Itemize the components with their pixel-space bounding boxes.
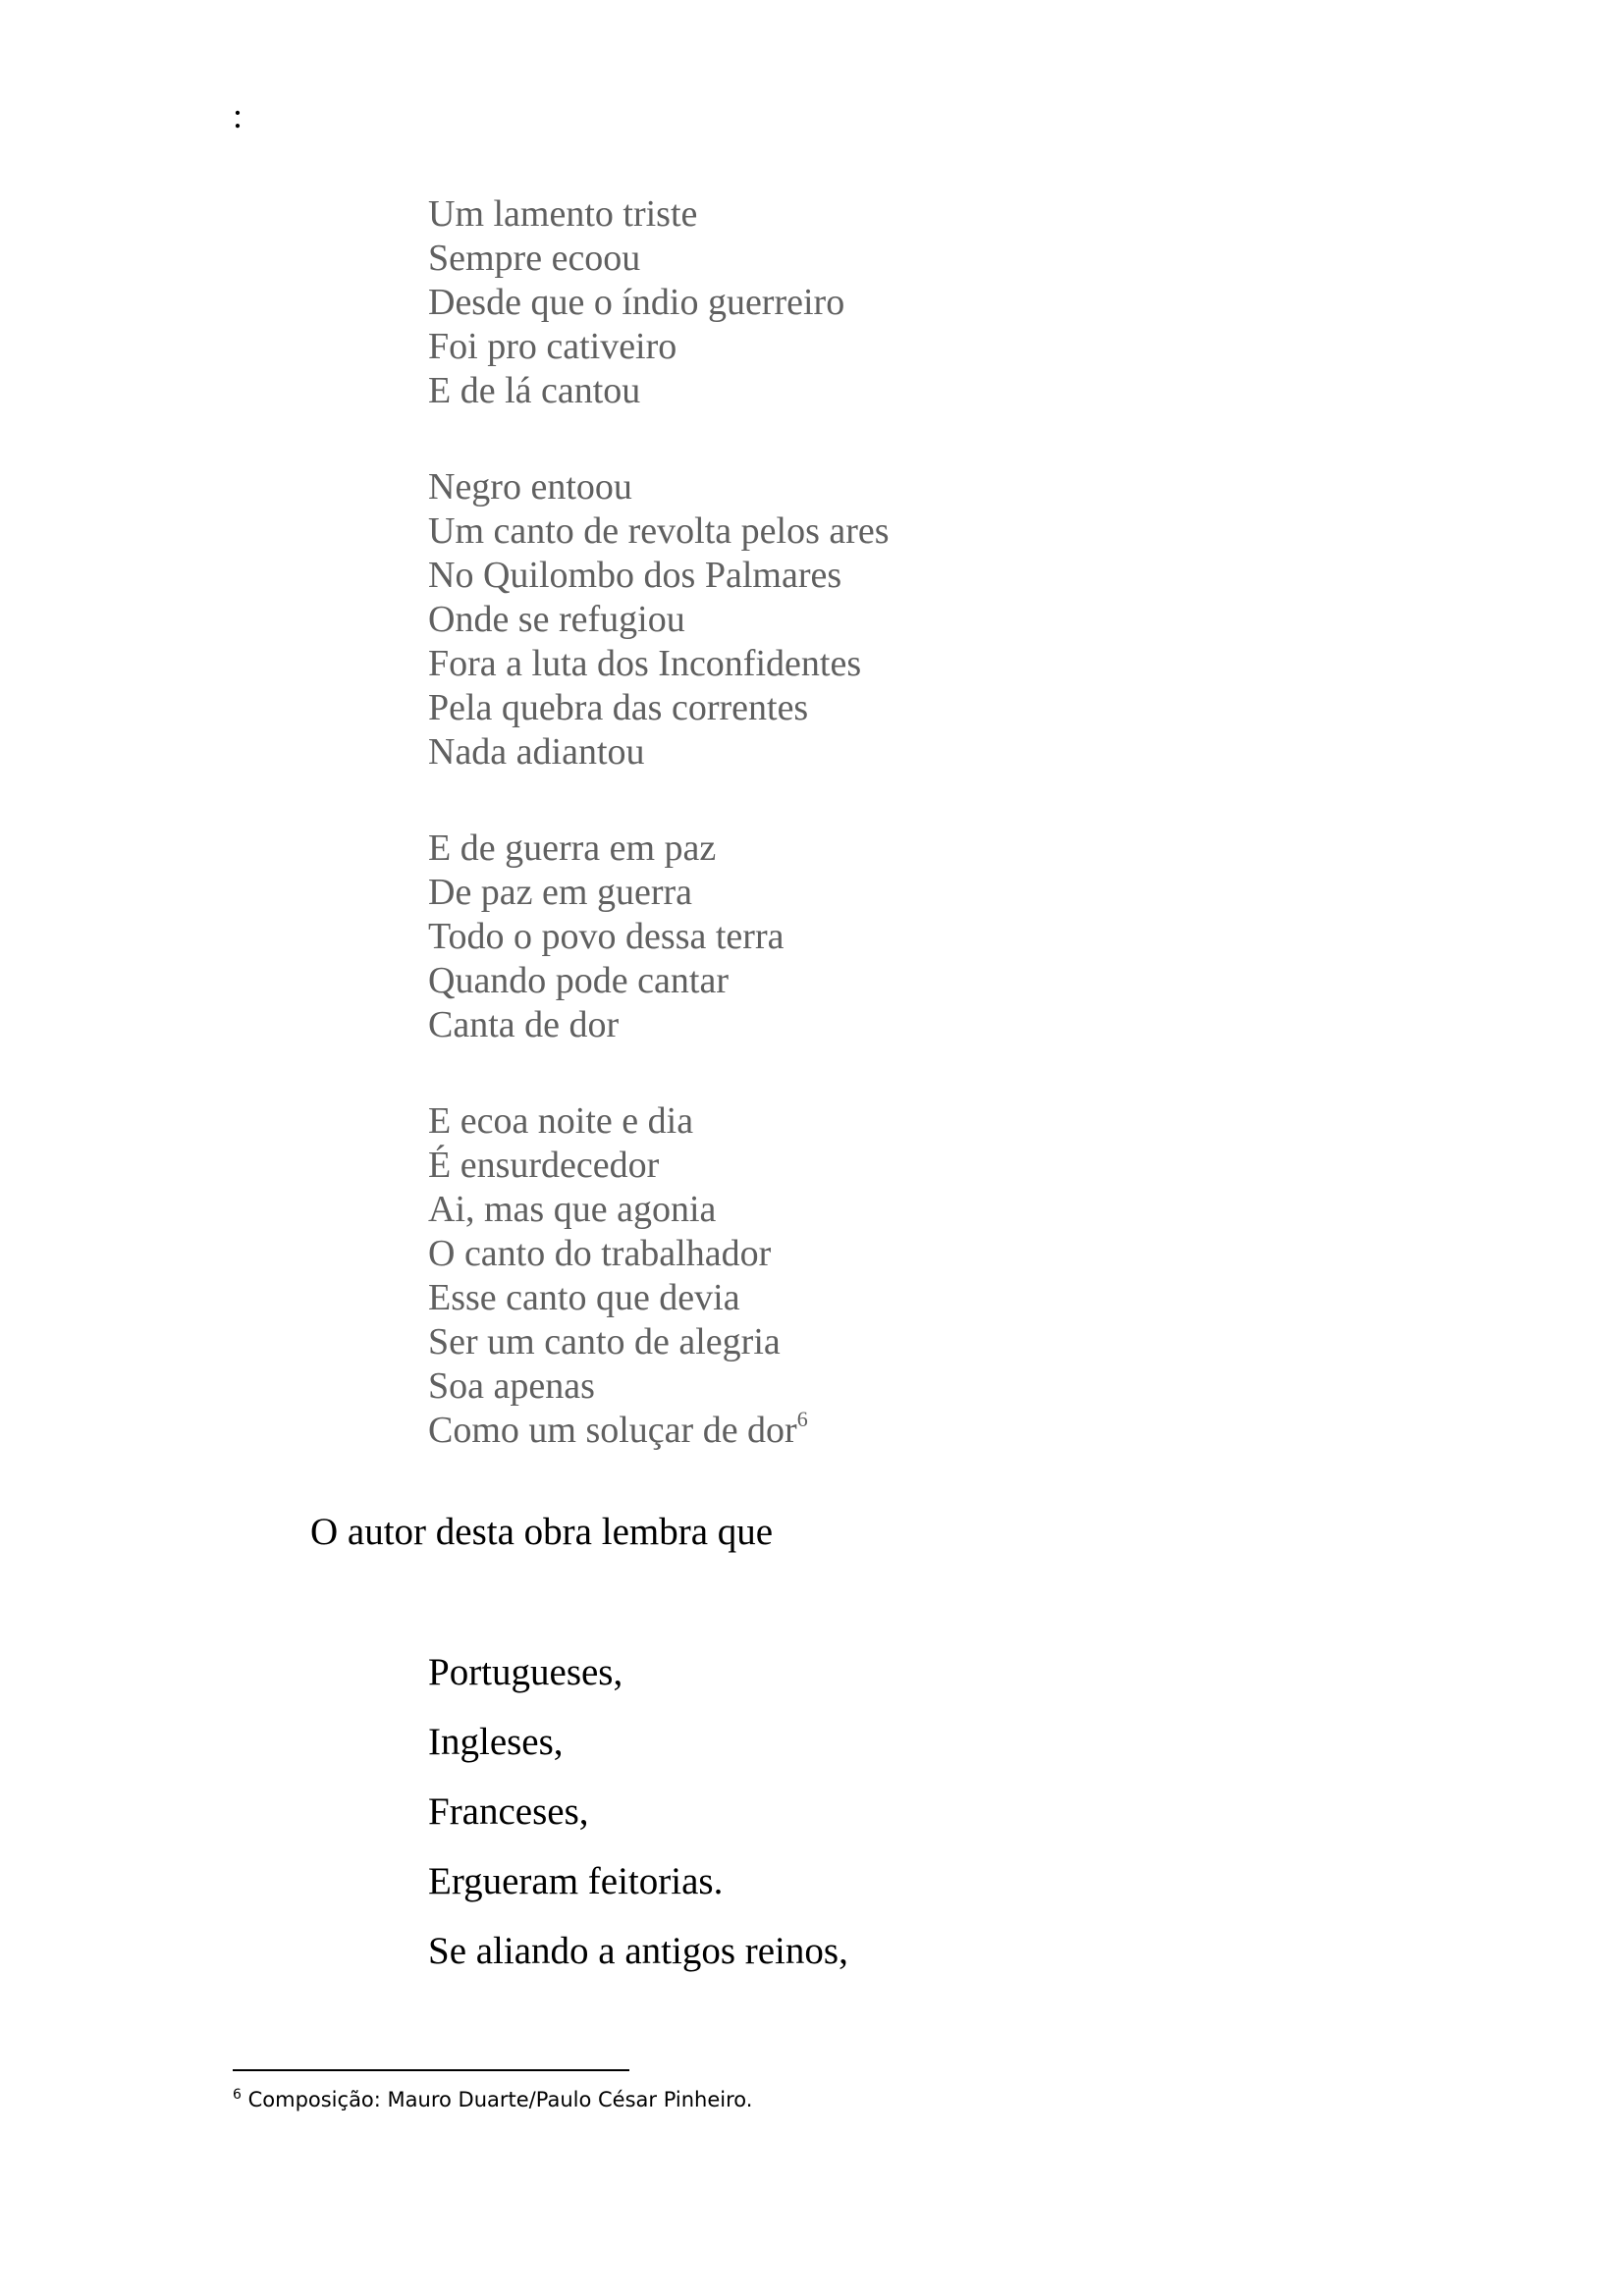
poem-line: Sempre ecoou — [428, 238, 641, 279]
poem-line: Esse canto que devia — [428, 1277, 740, 1318]
poem-line: É ensurdecedor — [428, 1145, 660, 1186]
poem-line: Quando pode cantar — [428, 960, 729, 1001]
intro-paragraph: O autor desta obra lembra que — [310, 1511, 774, 1553]
list-item: Ingleses, — [428, 1721, 564, 1763]
poem-line: E ecoa noite e dia — [428, 1100, 694, 1142]
poem-line-text: Como um soluçar de dor — [428, 1410, 797, 1451]
footnote-reference[interactable]: 6 — [796, 1407, 808, 1431]
footnote — [233, 2085, 752, 2114]
poem-line: Todo o povo dessa terra — [428, 916, 785, 957]
poem-line: Canta de dor — [428, 1004, 620, 1045]
poem-stanza-2 — [428, 465, 890, 774]
footnote-separator — [233, 2069, 629, 2071]
list-item: Ergueram feitorias. — [428, 1860, 724, 1902]
poem-line: De paz em guerra — [428, 872, 693, 913]
poem-line: Ser um canto de alegria — [428, 1321, 781, 1362]
poem-line: Negro entoou — [428, 466, 632, 507]
footnote-number: 6 — [233, 2087, 242, 2103]
poem-stanza-1 — [428, 192, 890, 413]
poem-line: Um canto de revolta pelos ares — [428, 510, 890, 552]
poem-line: Ai, mas que agonia — [428, 1189, 717, 1230]
poem-line: Um lamento triste — [428, 193, 698, 235]
poem-line: E de guerra em paz — [428, 828, 717, 869]
poem-line: Foi pro cativeiro — [428, 326, 677, 367]
poem-stanza-4 — [428, 1099, 890, 1453]
poem-line: Pela quebra das correntes — [428, 687, 809, 728]
list-item: Se aliando a antigos reinos, — [428, 1930, 848, 1972]
poem-line: Nada adiantou — [428, 731, 645, 773]
poem-line-last — [428, 1409, 890, 1453]
poem-line: Onde se refugiou — [428, 599, 685, 640]
poem-line: Soa apenas — [428, 1365, 595, 1407]
poem-line: No Quilombo dos Palmares — [428, 555, 842, 596]
leading-colon: : — [233, 96, 244, 135]
list-item: Portugueses, — [428, 1651, 623, 1693]
poem-line: O canto do trabalhador — [428, 1233, 772, 1274]
poem-line: Desde que o índio guerreiro — [428, 282, 845, 323]
footnote-text: Composição: Mauro Duarte/Paulo César Pinheiro. — [241, 2088, 753, 2111]
nations-list — [428, 1650, 848, 1999]
poem-block — [428, 192, 890, 1505]
poem-stanza-3 — [428, 827, 890, 1047]
poem-line: E de lá cantou — [428, 370, 641, 411]
poem-line: Fora a luta dos Inconfidentes — [428, 643, 862, 684]
list-item: Franceses, — [428, 1790, 589, 1833]
